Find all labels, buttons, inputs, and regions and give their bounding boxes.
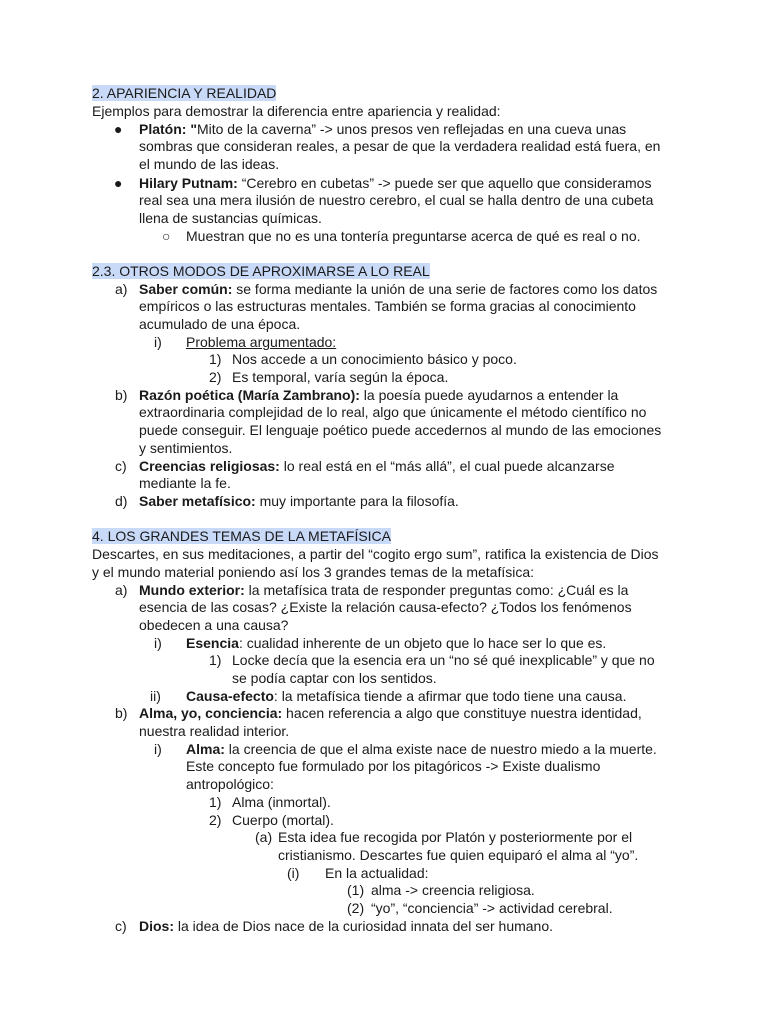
list-marker: ii) — [150, 688, 161, 704]
list-item-saber-comun: Saber común: se forma mediante la unión de una serie de factores como los datos — [139, 281, 658, 297]
bullet-marker: ● — [114, 121, 123, 137]
list-item-creencias: Creencias religiosas: lo real está en el “más allá”, el cual puede alcanzarse — [139, 458, 615, 474]
list-item-esencia: Esencia: cualidad inherente de un objeto que lo hace ser lo que es. — [186, 635, 607, 651]
list-marker: 1) — [209, 794, 222, 810]
list-item-line: cristianismo. Descartes fue quien equiparó el alma al “yo”. — [278, 847, 639, 863]
list-item: Nos accede a un conocimiento básico y poco. — [232, 351, 517, 367]
list-item-causa-efecto: Causa-efecto: la metafísica tiende a afirmar que todo tiene una causa. — [186, 688, 627, 704]
list-item-line: esencia de las cosas? ¿Existe la relación causa-efecto? ¿Todos los fenómenos — [139, 599, 632, 615]
list-marker: b) — [115, 705, 128, 721]
section-heading-apariencia: 2. APARIENCIA Y REALIDAD — [92, 85, 277, 101]
list-item-platon-line: sombras que consideran reales, a pesar de que la verdadera realidad está fuera, en — [139, 138, 661, 154]
list-item-dios: Dios: la idea de Dios nace de la curiosidad innata del ser humano. — [139, 918, 554, 934]
list-marker: i) — [154, 635, 162, 651]
list-marker: 2) — [209, 369, 222, 385]
sub-list-item: Muestran que no es una tontería preguntarse acerca de qué es real o no. — [186, 228, 641, 244]
list-marker: (1) — [347, 882, 365, 898]
list-item-problema: Problema argumentado: — [186, 334, 337, 350]
list-marker: (i) — [287, 865, 300, 881]
list-item-platon: Platón: "Mito de la caverna” -> unos presos ven reflejadas en una cueva unas — [139, 121, 627, 137]
list-item-line: y sentimientos. — [139, 440, 233, 456]
list-marker: c) — [115, 918, 127, 934]
list-marker: a) — [115, 281, 128, 297]
list-marker: a) — [115, 582, 128, 598]
list-item-mundo-exterior: Mundo exterior: la metafísica trata de responder preguntas como: ¿Cuál es la — [139, 582, 629, 598]
list-item-platon-line: el mundo de las ideas. — [139, 156, 280, 172]
list-marker: 2) — [209, 812, 222, 828]
list-item-alma: Alma: la creencia de que el alma existe nace de nuestro miedo a la muerte. — [186, 741, 657, 757]
list-item-putnam-line: real sea una mera ilusión de nuestro cerebro, el cual se halla dentro de una cubeta — [139, 192, 654, 208]
list-item-line: extraordinaria complejidad de lo real, algo que únicamente el método científico no — [139, 404, 647, 420]
section-heading-otros-modos: 2.3. OTROS MODOS DE APROXIMARSE A LO REAL — [92, 263, 430, 279]
list-item-alma-yo: Alma, yo, conciencia: hacen referencia a algo que constituye nuestra identidad, — [139, 705, 642, 721]
list-item: Cuerpo (mortal). — [232, 812, 334, 828]
section-intro: y el mundo material poniendo así los 3 grandes temas de la metafísica: — [92, 564, 535, 580]
list-item-line: nuestra realidad interior. — [139, 723, 290, 739]
list-marker: b) — [115, 387, 128, 403]
list-marker: (2) — [347, 900, 365, 916]
section-heading-grandes-temas: 4. LOS GRANDES TEMAS DE LA METAFÍSICA — [92, 528, 392, 544]
list-item-locke: Locke decía que la esencia era un “no sé qué inexplicable” y que no — [232, 652, 655, 668]
bullet-marker: ● — [114, 175, 123, 191]
list-item-putnam: Hilary Putnam: “Cerebro en cubetas” -> puede ser que aquello que consideramos — [139, 175, 652, 191]
list-item-line: acumulado de una época. — [139, 316, 301, 332]
list-marker: d) — [115, 493, 128, 509]
list-marker: 1) — [209, 351, 222, 367]
section-intro: Descartes, en sus meditaciones, a partir del “cogito ergo sum”, ratifica la existencia de Dios — [92, 546, 659, 562]
list-item-putnam-line: llena de sustancias químicas. — [139, 210, 322, 226]
list-item: alma -> creencia religiosa. — [371, 882, 535, 898]
list-item-line: mediante la fe. — [139, 475, 231, 491]
list-marker: i) — [154, 741, 162, 757]
list-item-line: se podía captar con los sentidos. — [232, 670, 437, 686]
section-intro: Ejemplos para demostrar la diferencia entre apariencia y realidad: — [92, 103, 501, 119]
list-item: En la actualidad: — [325, 865, 429, 881]
list-item-saber-metafisico: Saber metafísico: muy importante para la filosofía. — [139, 493, 459, 509]
sub-bullet-marker: ○ — [162, 228, 171, 244]
list-marker: (a) — [255, 829, 273, 845]
list-item: “yo”, “conciencia” -> actividad cerebral. — [371, 900, 613, 916]
list-marker: i) — [154, 334, 162, 350]
list-item-line: Este concepto fue formulado por los pitagóricos -> Existe dualismo — [186, 758, 601, 774]
list-item: Es temporal, varía según la época. — [232, 369, 449, 385]
list-item-line: puede conseguir. El lenguaje poético puede accedernos al mundo de las emociones — [139, 422, 662, 438]
list-item-razon-poetica: Razón poética (María Zambrano): la poesía puede ayudarnos a entender la — [139, 387, 619, 403]
list-marker: 1) — [209, 652, 222, 668]
list-item: Alma (inmortal). — [232, 794, 331, 810]
list-item-line: antropológico: — [186, 776, 274, 792]
list-item-line: empíricos o las estructuras mentales. También se forma gracias al conocimiento — [139, 298, 636, 314]
list-item: Esta idea fue recogida por Platón y posteriormente por el — [278, 829, 633, 845]
list-item-line: obedecen a una causa? — [139, 617, 289, 633]
list-marker: c) — [115, 458, 127, 474]
